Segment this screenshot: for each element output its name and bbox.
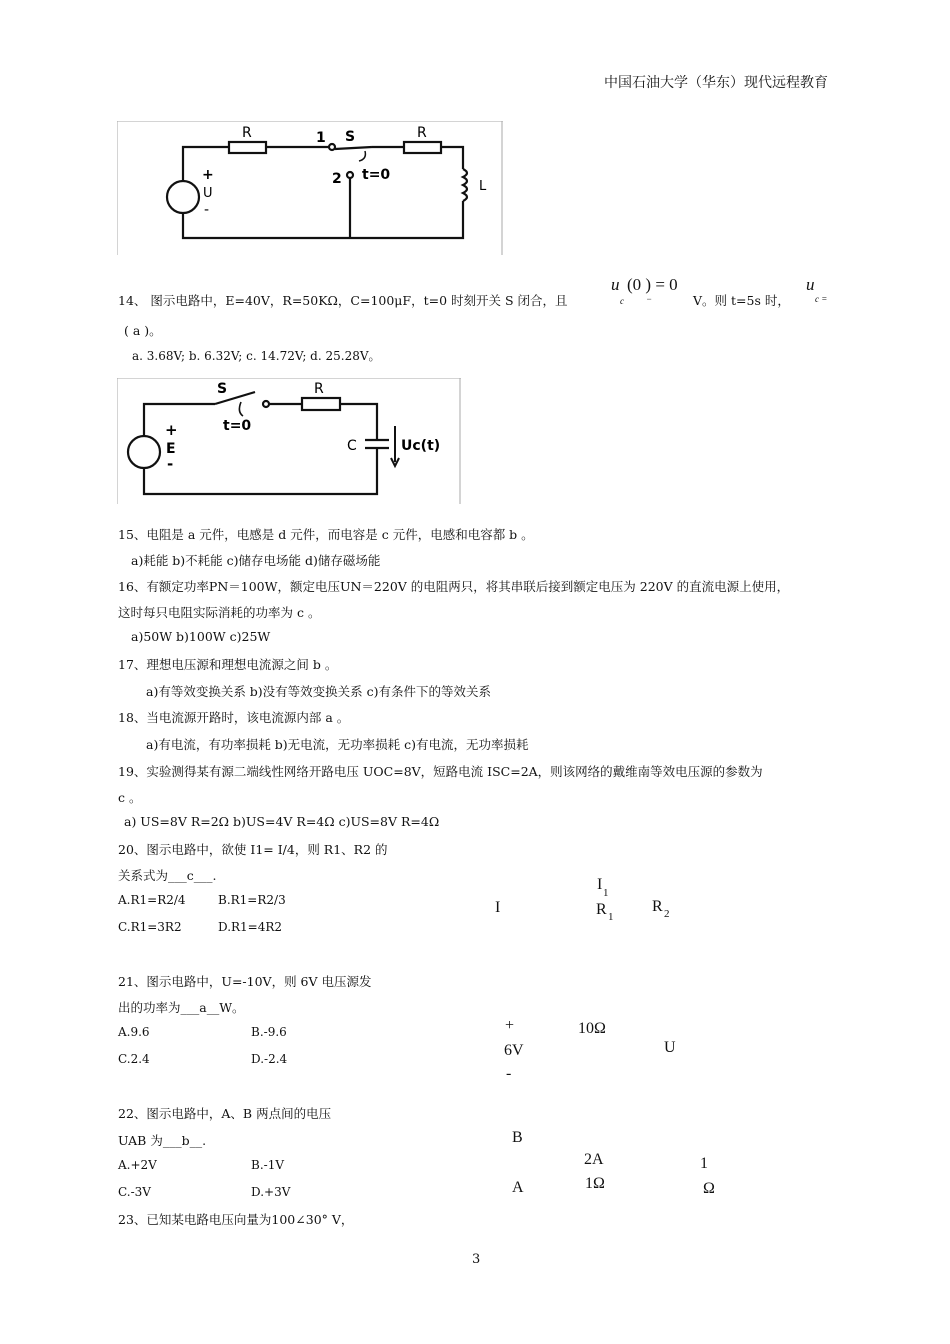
src-minus: - bbox=[204, 202, 210, 218]
q21-opt-d: D.-2.4 bbox=[251, 1052, 288, 1066]
q14-answer: ( a )。 bbox=[124, 323, 162, 338]
q18-options: a)有电流，有功率损耗 b)无电流，无功率损耗 c)有电流，无功率损耗 bbox=[146, 737, 529, 752]
node2-label: 2 bbox=[332, 171, 342, 187]
switch-label: S bbox=[345, 129, 356, 145]
r-left-label: R bbox=[242, 125, 252, 141]
t0-label: t=0 bbox=[362, 167, 391, 183]
q15-options: a)耗能 b)不耗能 c)储存电场能 d)储存磁场能 bbox=[131, 553, 381, 568]
q19-line1: 19、实验测得某有源二端线性网络开路电压 UOC=8V，短路电流 ISC=2A，则该网络的戴维南等效电压源的参数为 bbox=[118, 764, 763, 779]
q20-opt-c: C.R1=3R2 bbox=[118, 920, 182, 934]
q20-line1: 20、图示电路中，欲使 I1= I/4，则 R1、R2 的 bbox=[118, 842, 388, 857]
c2-plus: + bbox=[165, 421, 178, 439]
q21-fig-minus: - bbox=[506, 1065, 512, 1082]
q20-fig-i1: I bbox=[597, 876, 603, 893]
circuit-diagram-1 bbox=[117, 121, 503, 255]
q21-line2: 出的功率为___a__W。 bbox=[118, 1000, 245, 1015]
q20-fig-r1-sub: 1 bbox=[608, 911, 614, 923]
q17-text: 17、理想电压源和理想电流源之间 b 。 bbox=[118, 657, 338, 672]
q20-fig-r1: R bbox=[596, 901, 607, 918]
q19-options: a) US=8V R=2Ω b)US=4V R=4Ω c)US=8V R=4Ω bbox=[124, 814, 440, 829]
q22-opt-c: C.-3V bbox=[118, 1185, 151, 1199]
q14-text2: V。则 t=5s 时， bbox=[693, 293, 790, 308]
q14-sub-dash: − bbox=[646, 294, 653, 304]
page-number: 3 bbox=[472, 1252, 481, 1267]
c2-t0: t=0 bbox=[223, 418, 252, 434]
q17-options: a)有等效变换关系 b)没有等效变换关系 c)有条件下的等效关系 bbox=[146, 684, 492, 699]
c2-minus: - bbox=[167, 455, 174, 473]
q15-text: 15、电阻是 a 元件，电感是 d 元件，而电容是 c 元件，电感和电容都 b 。 bbox=[118, 527, 534, 542]
q22-fig-b: B bbox=[512, 1129, 523, 1146]
c2-cap: C bbox=[347, 438, 357, 454]
q14-math-u: u bbox=[611, 275, 620, 294]
page-header: 中国石油大学（华东）现代远程教育 bbox=[604, 75, 828, 91]
q22-opt-d: D.+3V bbox=[251, 1185, 291, 1199]
q21-opt-b: B.-9.6 bbox=[251, 1025, 287, 1039]
inductor-label: L bbox=[479, 179, 487, 194]
src-plus: + bbox=[202, 167, 214, 183]
c2-r: R bbox=[314, 381, 324, 397]
q21-fig-6v: 6V bbox=[504, 1042, 524, 1059]
q23-text: 23、已知某电路电压向量为100∠30° V， bbox=[118, 1212, 354, 1227]
q16-options: a)50W b)100W c)25W bbox=[131, 629, 271, 644]
q22-fig-ohm: Ω bbox=[703, 1180, 715, 1197]
src-u: U bbox=[203, 186, 213, 201]
q20-fig-r2-sub: 2 bbox=[664, 908, 670, 920]
q22-fig-2a: 2A bbox=[584, 1151, 604, 1168]
q22-opt-a: A.+2V bbox=[118, 1158, 157, 1172]
q20-opt-d: D.R1=4R2 bbox=[218, 920, 283, 934]
q14-sub-c: c bbox=[620, 296, 624, 306]
q20-fig-r2: R bbox=[652, 898, 663, 915]
q20-fig-i: I bbox=[495, 899, 501, 916]
node1-label: 1 bbox=[316, 130, 326, 146]
c2-uc: Uc(t) bbox=[401, 438, 441, 454]
c2-switch: S bbox=[217, 381, 228, 397]
q21-opt-a: A.9.6 bbox=[118, 1025, 150, 1039]
q16-line1: 16、有额定功率PN＝100W，额定电压UN＝220V 的电阻两只，将其串联后接到额定电压为 220V 的直流电源上使用， bbox=[118, 579, 790, 594]
q16-line2: 这时每只电阻实际消耗的功率为 c 。 bbox=[118, 605, 321, 620]
c2-e: E bbox=[166, 441, 176, 457]
q14-text: 14、 图示电路中，E=40V，R=50KΩ，C=100μF，t=0 时刻开关 S 闭合，且 bbox=[118, 293, 568, 308]
q21-opt-c: C.2.4 bbox=[118, 1052, 150, 1066]
q20-opt-b: B.R1=R2/3 bbox=[218, 893, 286, 907]
q19-line2: c 。 bbox=[118, 790, 142, 805]
q22-fig-a: A bbox=[512, 1179, 524, 1196]
circuit-diagram-2 bbox=[117, 378, 461, 504]
q22-fig-1ohm: 1Ω bbox=[585, 1175, 605, 1192]
q14-math-rest: (0 ) = 0 bbox=[627, 275, 678, 294]
q22-line2: UAB 为___b__. bbox=[118, 1133, 207, 1148]
q21-fig-u: U bbox=[664, 1039, 676, 1056]
q22-line1: 22、图示电路中，A、B 两点间的电压 bbox=[118, 1106, 332, 1121]
q21-line1: 21、图示电路中，U=-10V，则 6V 电压源发 bbox=[118, 974, 372, 989]
q18-text: 18、当电流源开路时，该电流源内部 a 。 bbox=[118, 710, 350, 725]
q21-fig-10ohm: 10Ω bbox=[578, 1020, 606, 1037]
q22-opt-b: B.-1V bbox=[251, 1158, 284, 1172]
q21-fig-plus: + bbox=[505, 1017, 515, 1034]
q22-fig-one: 1 bbox=[700, 1155, 708, 1172]
q14-sub-c2: c = bbox=[815, 294, 828, 304]
q14-options: a. 3.68V; b. 6.32V; c. 14.72V; d. 25.28V。 bbox=[132, 349, 381, 363]
q20-opt-a: A.R1=R2/4 bbox=[118, 893, 186, 907]
q20-fig-i1-sub: 1 bbox=[603, 887, 609, 899]
q20-line2: 关系式为___c___. bbox=[118, 868, 217, 883]
q14-math-u2: u bbox=[806, 275, 815, 294]
r-right-label: R bbox=[417, 125, 427, 141]
